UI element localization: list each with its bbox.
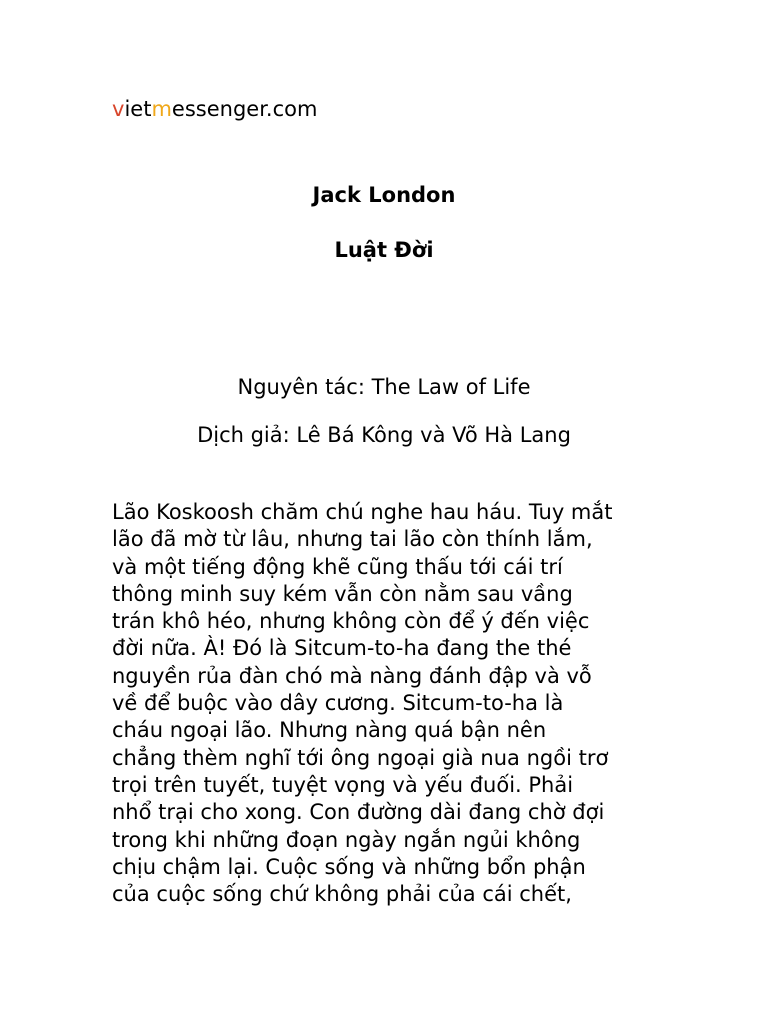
paragraph-line: về để buộc vào dây cương. Sitcum-to-ha là bbox=[112, 691, 564, 716]
logo-text-essenger: essenger.com bbox=[171, 97, 318, 121]
logo-letter-v: v bbox=[112, 97, 125, 121]
logo-letter-m: m bbox=[151, 97, 172, 121]
paragraph-line: nguyền rủa đàn chó mà nàng đánh đập và vỗ bbox=[112, 663, 592, 688]
body-paragraph bbox=[112, 499, 672, 908]
paragraph-line: và một tiếng động khẽ cũng thấu tới cái trí bbox=[112, 554, 563, 579]
site-logo bbox=[112, 95, 317, 123]
paragraph-line: trán khô héo, nhưng không còn để ý đến việc bbox=[112, 609, 590, 634]
paragraph-line: chẳng thèm nghĩ tới ông ngoại già nua ngồi trơ bbox=[112, 745, 609, 770]
book-title: Luật Đời bbox=[334, 238, 434, 262]
author-name: Jack London bbox=[312, 183, 456, 207]
paragraph-line: trọi trên tuyết, tuyệt vọng và yếu đuối. Phải bbox=[112, 772, 574, 797]
paragraph-line: trong khi những đoạn ngày ngắn ngủi không bbox=[112, 827, 581, 852]
logo-text-iet: iet bbox=[124, 97, 152, 121]
original-title: Nguyên tác: The Law of Life bbox=[237, 375, 531, 399]
paragraph-line: lão đã mờ từ lâu, nhưng tai lão còn thính lắm, bbox=[112, 527, 593, 552]
paragraph-line: đời nữa. À! Đó là Sitcum-to-ha đang the thé bbox=[112, 636, 572, 661]
paragraph-line: của cuộc sống chứ không phải của cái chết, bbox=[112, 882, 572, 907]
translator-credit: Dịch giả: Lê Bá Kông và Võ Hà Lang bbox=[197, 423, 571, 447]
paragraph-line: cháu ngoại lão. Nhưng nàng quá bận nên bbox=[112, 718, 547, 743]
paragraph-line: chịu chậm lại. Cuộc sống và những bổn phận bbox=[112, 854, 586, 879]
paragraph-line: Lão Koskoosh chăm chú nghe hau háu. Tuy mắt bbox=[112, 500, 613, 524]
paragraph-line: thông minh suy kém vẫn còn nằm sau vầng bbox=[112, 581, 573, 606]
paragraph-line: nhổ trại cho xong. Con đường dài đang chờ đợi bbox=[112, 800, 605, 825]
